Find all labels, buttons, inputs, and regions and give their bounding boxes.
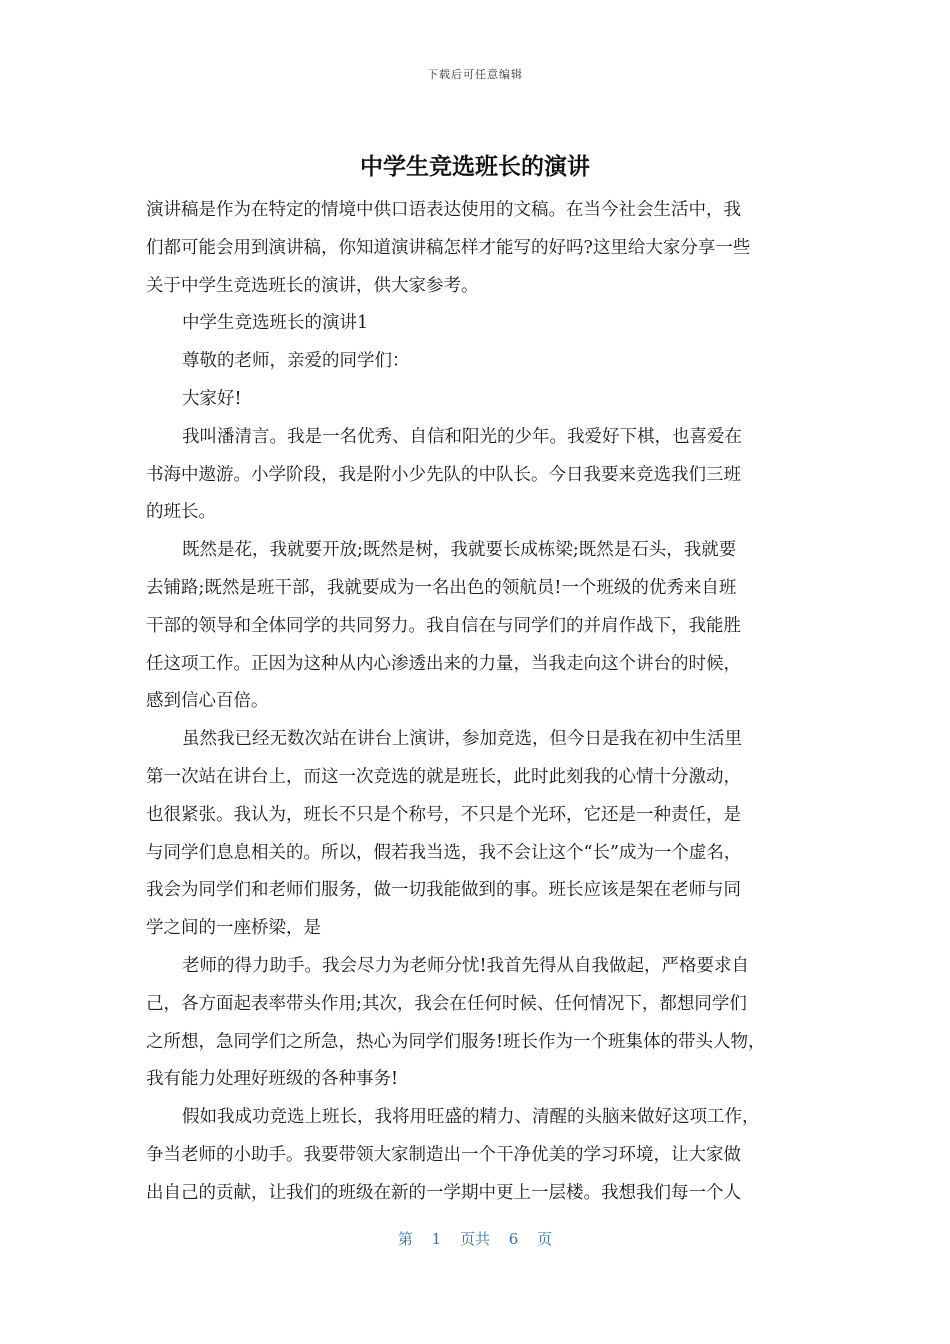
current-page-number: 1 <box>431 1230 442 1248</box>
footer-prefix: 第 <box>397 1230 413 1248</box>
text-line: 去铺路;既然是班干部，我就要成为一名出色的领航员!一个班级的优秀来自班 <box>146 577 737 598</box>
text-line: 也很紧张。我认为，班长不只是个称号，不只是个光环，它还是一种责任，是 <box>146 804 741 825</box>
text-line: 尊敬的老师，亲爱的同学们： <box>182 351 410 372</box>
footer-suffix: 页 <box>537 1230 553 1248</box>
text-line: 感到信心百倍。 <box>146 691 269 712</box>
text-line: 大家好! <box>182 388 242 409</box>
text-line: 学之间的一座桥梁，是 <box>146 918 321 939</box>
text-line: 关于中学生竞选班长的演讲，供大家参考。 <box>146 275 479 296</box>
text-line: 与同学们息息相关的。所以，假若我当选，我不会让这个“长”成为一个虚名， <box>146 842 742 863</box>
total-page-count: 6 <box>508 1230 519 1248</box>
text-line: 书海中遨游。小学阶段，我是附小少先队的中队长。今日我要来竞选我们三班 <box>146 464 741 485</box>
document-title: 中学生竞选班长的演讲 <box>360 153 590 180</box>
text-line: 我叫潘清言。我是一名优秀、自信和阳光的少年。我爱好下棋，也喜爱在 <box>182 426 742 447</box>
text-line: 之所想，急同学们之所急，热心为同学们服务!班长作为一个班集体的带头人物， <box>146 1031 766 1052</box>
text-line: 中学生竞选班长的演讲1 <box>182 313 369 334</box>
footer-middle: 页共 <box>459 1230 490 1248</box>
text-line: 虽然我已经无数次站在讲台上演讲，参加竞选，但今日是我在初中生活里 <box>182 729 742 750</box>
text-line: 我会为同学们和老师们服务，做一切我能做到的事。班长应该是架在老师与同 <box>146 880 741 901</box>
text-line: 演讲稿是作为在特定的情境中供口语表达使用的文稿。在当今社会生活中，我 <box>146 200 741 220</box>
text-line: 干部的领导和全体同学的共同努力。我自信在与同学们的并肩作战下，我能胜 <box>146 615 741 636</box>
text-line: 的班长。 <box>146 502 216 523</box>
text-line: 既然是花，我就要开放;既然是树，我就要长成栋梁;既然是石头，我就要 <box>182 540 737 561</box>
text-line: 我有能力处理好班级的各种事务! <box>146 1069 399 1090</box>
text-line: 假如我成功竞选上班长，我将用旺盛的精力、清醒的头脑来做好这项工作， <box>182 1107 760 1128</box>
text-line: 第一次站在讲台上，而这一次竞选的就是班长，此时此刻我的心情十分激动， <box>146 766 741 787</box>
text-line: 出自己的贡献，让我们的班级在新的一学期中更上一层楼。我想我们每一个人 <box>146 1182 741 1203</box>
page-footer <box>0 1228 950 1249</box>
header-note: 下载后可任意编辑 <box>427 68 523 81</box>
text-line: 己，各方面起表率带头作用;其次，我会在任何时候、任何情况下，都想同学们 <box>146 993 747 1014</box>
text-line: 老师的得力助手。我会尽力为老师分忧!我首先得从自我做起，严格要求自 <box>182 955 750 976</box>
text-line: 任这项工作。正因为这种从内心渗透出来的力量，当我走向这个讲台的时候， <box>146 653 741 674</box>
text-line: 争当老师的小助手。我要带领大家制造出一个干净优美的学习环境，让大家做 <box>146 1144 741 1165</box>
document-body <box>146 192 810 1213</box>
text-line: 们都可能会用到演讲稿，你知道演讲稿怎样才能写的好吗?这里给大家分享一些 <box>146 237 751 258</box>
